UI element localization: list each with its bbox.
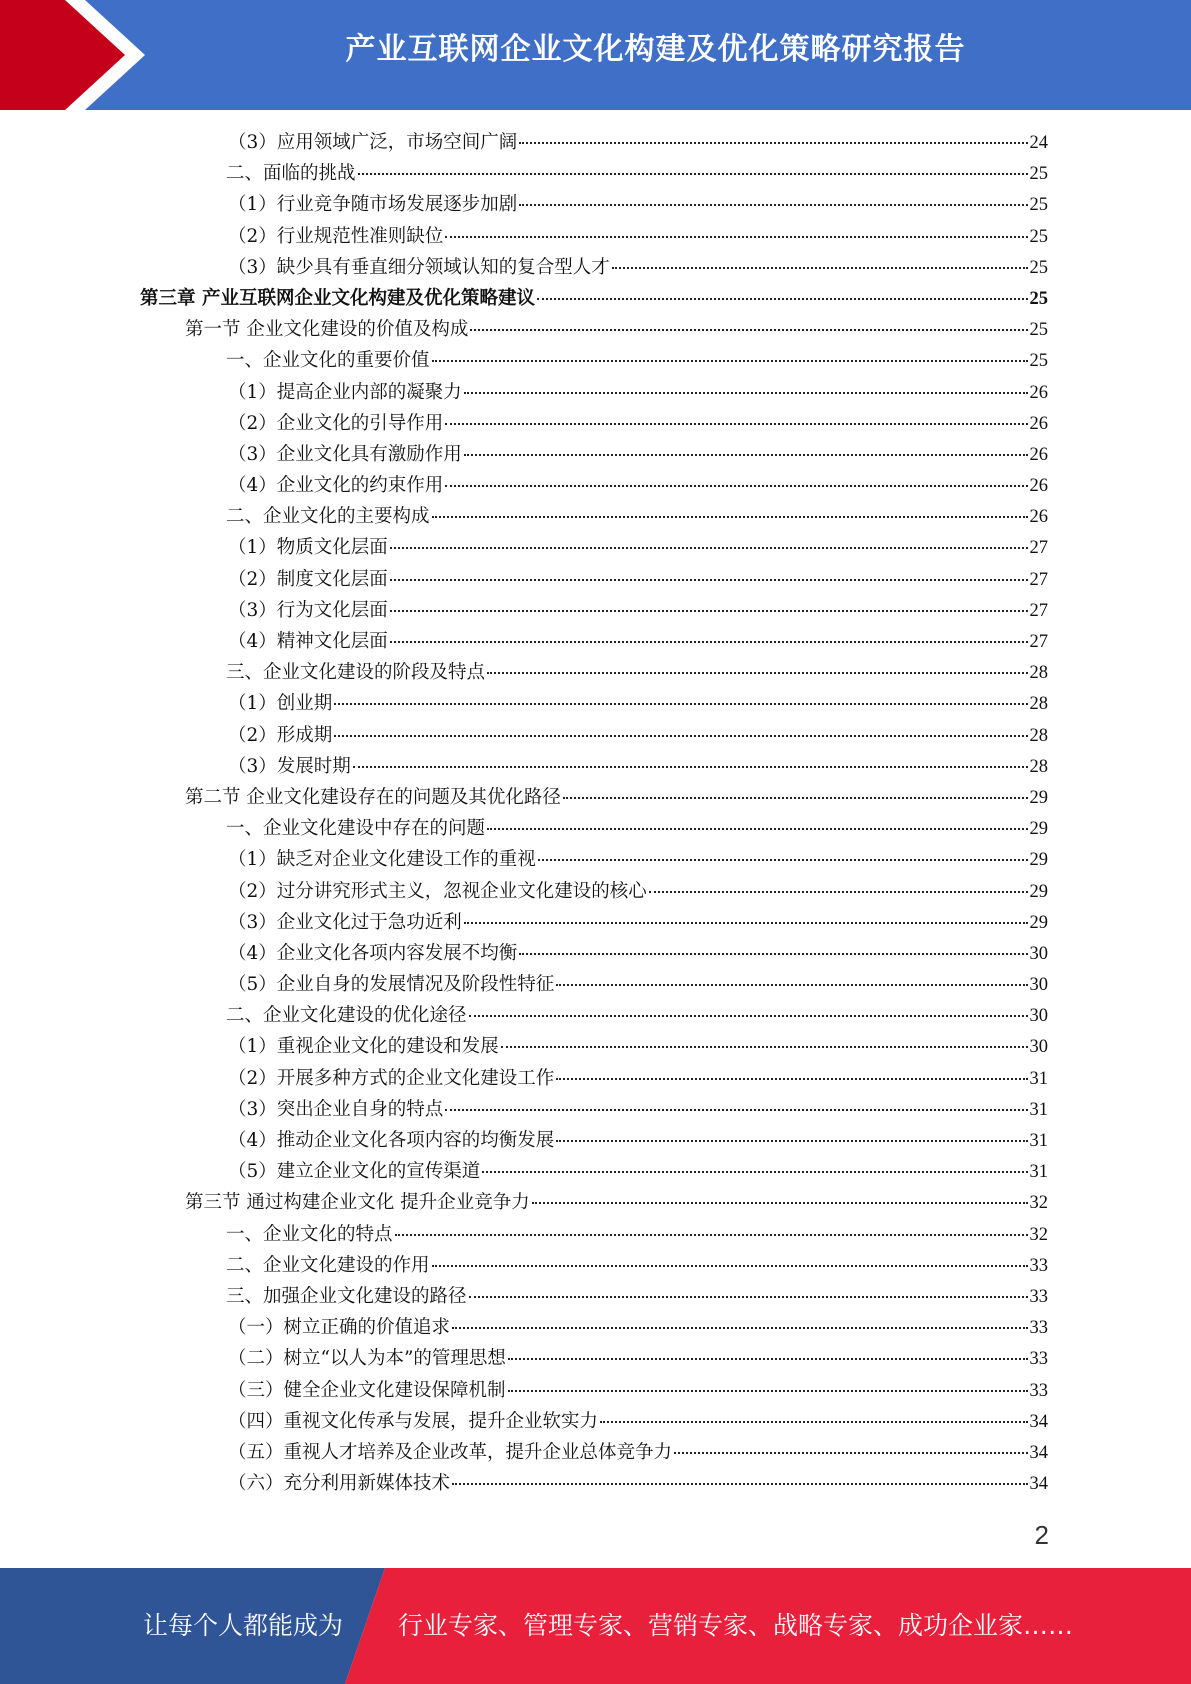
toc-dot-leader (519, 140, 1027, 144)
toc-entry[interactable] (140, 658, 1048, 689)
toc-entry-label: （2）企业文化的引导作用 (228, 412, 444, 434)
toc-entry[interactable] (140, 939, 1048, 970)
toc-entry-label: （4）推动企业文化各项内容的均衡发展 (228, 1130, 555, 1151)
toc-entry[interactable] (140, 627, 1048, 658)
toc-entry-label: （三）健全企业文化建设保障机制 (228, 1379, 506, 1401)
toc-dot-leader (334, 733, 1027, 737)
toc-entry-label: 二、企业文化建设的作用 (226, 1254, 430, 1276)
toc-entry-page: 27 (1029, 600, 1048, 621)
toc-entry-label: （5）企业自身的发展情况及阶段性特征 (228, 974, 555, 996)
toc-dot-leader (469, 1294, 1028, 1298)
toc-entry-page: 29 (1029, 850, 1048, 871)
toc-entry[interactable] (140, 284, 1048, 315)
toc-dot-leader (390, 577, 1028, 581)
toc-entry[interactable] (140, 1188, 1048, 1219)
toc-entry-label: （3）应用领域广泛，市场空间广阔 (228, 132, 518, 153)
toc-entry-label: （5）建立企业文化的宣传渠道 (228, 1161, 481, 1183)
toc-entry-page: 31 (1029, 1131, 1048, 1151)
toc-entry-label: （1）缺乏对企业文化建设工作的重视 (228, 849, 536, 871)
toc-entry-page: 33 (1029, 1318, 1048, 1339)
toc-entry[interactable] (140, 1220, 1048, 1251)
toc-entry[interactable] (140, 471, 1048, 502)
toc-dot-leader (508, 1356, 1028, 1360)
toc-entry-label: （1）重视企业文化的建设和发展 (228, 1036, 499, 1058)
page-header (0, 0, 1191, 110)
toc-dot-leader (464, 920, 1028, 924)
toc-entry-page: 29 (1029, 787, 1048, 808)
toc-entry-label: （2）过分讲究形式主义，忽视企业文化建设的核心 (228, 880, 647, 902)
toc-entry-label: （3）缺少具有垂直细分领域认知的复合型人才 (228, 256, 610, 278)
toc-dot-leader (508, 1388, 1028, 1392)
toc-entry[interactable] (140, 440, 1048, 471)
toc-entry-page: 31 (1029, 1068, 1048, 1089)
toc-entry-page: 26 (1029, 382, 1048, 403)
toc-entry[interactable] (140, 689, 1048, 720)
toc-entry-label: 一、企业文化的重要价值 (226, 350, 430, 372)
table-of-contents (140, 128, 1048, 1500)
toc-dot-leader (470, 327, 1027, 331)
toc-dot-leader (501, 1044, 1028, 1048)
toc-entry[interactable] (140, 409, 1048, 440)
toc-entry[interactable] (140, 596, 1048, 627)
toc-entry[interactable] (140, 1438, 1048, 1469)
toc-entry-label: 第三章 产业互联网企业文化构建及优化策略建议 (140, 287, 535, 309)
toc-entry-page: 34 (1029, 1474, 1048, 1495)
page-footer (0, 1568, 1191, 1684)
toc-dot-leader (538, 857, 1028, 861)
toc-entry-label: （五）重视人才培养及企业改革，提升企业总体竞争力 (228, 1441, 673, 1463)
toc-entry-label: （一）树立正确的价值追求 (228, 1317, 451, 1339)
toc-entry-label: （4）企业文化各项内容发展不均衡 (228, 942, 518, 964)
toc-entry-label: （2）制度文化层面 (228, 568, 388, 590)
toc-entry-label: 二、面临的挑战 (226, 163, 356, 185)
toc-entry-page: 34 (1029, 1411, 1048, 1432)
toc-dot-leader (487, 670, 1027, 674)
toc-entry[interactable] (140, 502, 1048, 533)
toc-entry-label: （1）提高企业内部的凝聚力 (228, 381, 462, 403)
toc-entry[interactable] (140, 752, 1048, 783)
toc-entry-page: 30 (1029, 1037, 1048, 1058)
toc-dot-leader (519, 951, 1027, 955)
toc-entry[interactable] (140, 814, 1048, 845)
toc-entry-label: 一、企业文化的特点 (226, 1223, 393, 1245)
toc-entry-label: （2）开展多种方式的企业文化建设工作 (228, 1067, 555, 1089)
toc-entry-page: 29 (1029, 819, 1048, 840)
toc-entry[interactable] (140, 783, 1048, 814)
toc-entry[interactable] (140, 1095, 1048, 1126)
toc-dot-leader (519, 202, 1027, 206)
toc-dot-leader (532, 1200, 1028, 1204)
toc-entry[interactable] (140, 253, 1048, 284)
toc-entry-page: 31 (1029, 1099, 1048, 1120)
page-number: 2 (1034, 1520, 1049, 1550)
toc-dot-leader (563, 795, 1028, 799)
toc-dot-leader (537, 296, 1028, 300)
toc-dot-leader (612, 265, 1028, 269)
toc-dot-leader (390, 608, 1028, 612)
toc-entry[interactable] (140, 1313, 1048, 1344)
toc-entry-label: 第二节 企业文化建设存在的问题及其优化路径 (185, 786, 561, 808)
toc-entry-label: 二、企业文化的主要构成 (226, 506, 430, 528)
toc-entry-page: 29 (1029, 912, 1048, 933)
toc-entry[interactable] (140, 346, 1048, 377)
toc-dot-leader (649, 889, 1028, 893)
toc-dot-leader (556, 982, 1027, 986)
toc-entry-page: 32 (1029, 1224, 1048, 1245)
toc-entry-page: 25 (1029, 195, 1048, 216)
toc-entry-label: 二、企业文化建设的优化途径 (226, 1005, 467, 1027)
toc-entry[interactable] (140, 1344, 1048, 1375)
toc-dot-leader (674, 1450, 1027, 1454)
toc-entry-page: 26 (1029, 476, 1048, 497)
toc-dot-leader (445, 421, 1027, 425)
toc-dot-leader (556, 1138, 1027, 1142)
toc-entry-page: 30 (1029, 943, 1048, 964)
toc-entry-page: 34 (1029, 1442, 1048, 1463)
toc-entry-page: 32 (1029, 1193, 1048, 1214)
toc-dot-leader (487, 826, 1027, 830)
toc-entry-page: 31 (1029, 1162, 1048, 1183)
toc-entry-page: 25 (1029, 288, 1048, 309)
header-chevron-red (0, 0, 125, 110)
toc-entry-page: 26 (1029, 413, 1048, 434)
toc-entry-page: 28 (1029, 694, 1048, 715)
toc-entry-page: 28 (1029, 756, 1048, 777)
toc-entry-label: （四）重视文化传承与发展，提升企业软实力 (228, 1410, 599, 1432)
toc-entry[interactable] (140, 1001, 1048, 1032)
toc-entry[interactable] (140, 845, 1048, 876)
toc-entry-label: （4）精神文化层面 (228, 631, 388, 652)
toc-entry-label: 一、企业文化建设中存在的问题 (226, 818, 486, 840)
toc-entry-page: 33 (1029, 1255, 1048, 1276)
toc-entry[interactable] (140, 970, 1048, 1001)
toc-entry[interactable] (140, 1251, 1048, 1282)
toc-entry[interactable] (140, 721, 1048, 752)
toc-entry-page: 30 (1029, 975, 1048, 996)
toc-entry-page: 25 (1029, 257, 1048, 278)
toc-entry-page: 33 (1029, 1380, 1048, 1401)
header-chevron-logo (0, 0, 180, 110)
toc-entry-page: 33 (1029, 1349, 1048, 1370)
toc-entry-label: （1）物质文化层面 (228, 537, 388, 559)
toc-entry-label: 第一节 企业文化建设的价值及构成 (185, 319, 469, 341)
toc-entry[interactable] (140, 908, 1048, 939)
toc-entry-page: 25 (1029, 351, 1048, 372)
toc-dot-leader (334, 701, 1027, 705)
toc-entry-page: 28 (1029, 663, 1048, 684)
toc-entry[interactable] (140, 128, 1048, 159)
toc-entry[interactable] (140, 1157, 1048, 1188)
toc-entry[interactable] (140, 877, 1048, 908)
toc-dot-leader (452, 1325, 1027, 1329)
document-title: 产业互联网企业文化构建及优化策略研究报告 (345, 32, 966, 67)
toc-entry-page: 26 (1029, 507, 1048, 528)
toc-entry-page: 27 (1029, 569, 1048, 590)
toc-dot-leader (482, 1169, 1027, 1173)
toc-dot-leader (469, 1013, 1028, 1017)
toc-entry[interactable] (140, 1376, 1048, 1407)
toc-entry-page: 28 (1029, 725, 1048, 746)
toc-entry-page: 30 (1029, 1006, 1048, 1027)
toc-dot-leader (600, 1419, 1027, 1423)
toc-entry-label: 三、企业文化建设的阶段及特点 (226, 662, 486, 684)
toc-dot-leader (452, 1481, 1027, 1485)
toc-entry[interactable] (140, 222, 1048, 253)
toc-dot-leader (395, 1232, 1028, 1236)
toc-entry[interactable] (140, 533, 1048, 564)
toc-dot-leader (445, 234, 1027, 238)
toc-dot-leader (445, 483, 1027, 487)
toc-dot-leader (464, 390, 1028, 394)
toc-entry[interactable] (140, 190, 1048, 221)
toc-dot-leader (432, 358, 1028, 362)
toc-entry[interactable] (140, 159, 1048, 190)
toc-entry-page: 26 (1029, 444, 1048, 465)
toc-entry[interactable] (140, 1469, 1048, 1500)
toc-dot-leader (390, 545, 1028, 549)
toc-entry-page: 27 (1029, 538, 1048, 559)
toc-entry-page: 24 (1029, 133, 1048, 153)
toc-entry-label: （3）发展时期 (228, 755, 351, 777)
toc-entry-label: （2）行业规范性准则缺位 (228, 225, 444, 247)
toc-entry-label: （2）形成期 (228, 724, 333, 746)
toc-entry-label: （3）突出企业自身的特点 (228, 1098, 444, 1120)
toc-dot-leader (390, 639, 1028, 643)
toc-entry[interactable] (140, 565, 1048, 596)
toc-entry-page: 33 (1029, 1286, 1048, 1307)
toc-dot-leader (353, 764, 1028, 768)
toc-entry-page: 25 (1029, 320, 1048, 341)
toc-dot-leader (556, 1076, 1027, 1080)
toc-entry[interactable] (140, 378, 1048, 409)
toc-entry-label: （3）企业文化过于急功近利 (228, 911, 462, 933)
toc-entry-label: （3）行为文化层面 (228, 599, 388, 621)
toc-entry-label: （六）充分利用新媒体技术 (228, 1473, 451, 1495)
toc-entry[interactable] (140, 315, 1048, 346)
toc-entry[interactable] (140, 1032, 1048, 1063)
toc-entry-page: 25 (1029, 164, 1048, 185)
toc-entry-label: （二）树立“以人为本”的管理思想 (228, 1348, 506, 1370)
toc-dot-leader (432, 1263, 1028, 1267)
toc-entry[interactable] (140, 1282, 1048, 1313)
footer-slogan-left: 让每个人都能成为 (143, 1611, 344, 1640)
toc-entry-label: （1）行业竞争随市场发展逐步加剧 (228, 194, 518, 216)
toc-dot-leader (432, 514, 1028, 518)
toc-dot-leader (445, 1107, 1027, 1111)
toc-entry-label: （4）企业文化的约束作用 (228, 475, 444, 497)
toc-dot-leader (358, 171, 1028, 175)
toc-dot-leader (464, 452, 1028, 456)
toc-entry[interactable] (140, 1064, 1048, 1095)
toc-entry-label: （3）企业文化具有激励作用 (228, 443, 462, 465)
toc-entry[interactable] (140, 1126, 1048, 1157)
toc-entry-page: 25 (1029, 226, 1048, 247)
toc-entry[interactable] (140, 1407, 1048, 1438)
toc-entry-label: 三、加强企业文化建设的路径 (226, 1285, 467, 1307)
toc-entry-page: 29 (1029, 881, 1048, 902)
toc-entry-page: 27 (1029, 632, 1048, 652)
toc-entry-label: （1）创业期 (228, 693, 333, 715)
footer-slogan-right: 行业专家、管理专家、营销专家、战略专家、成功企业家…… (398, 1611, 1074, 1640)
toc-entry-label: 第三节 通过构建企业文化 提升企业竞争力 (185, 1192, 530, 1214)
